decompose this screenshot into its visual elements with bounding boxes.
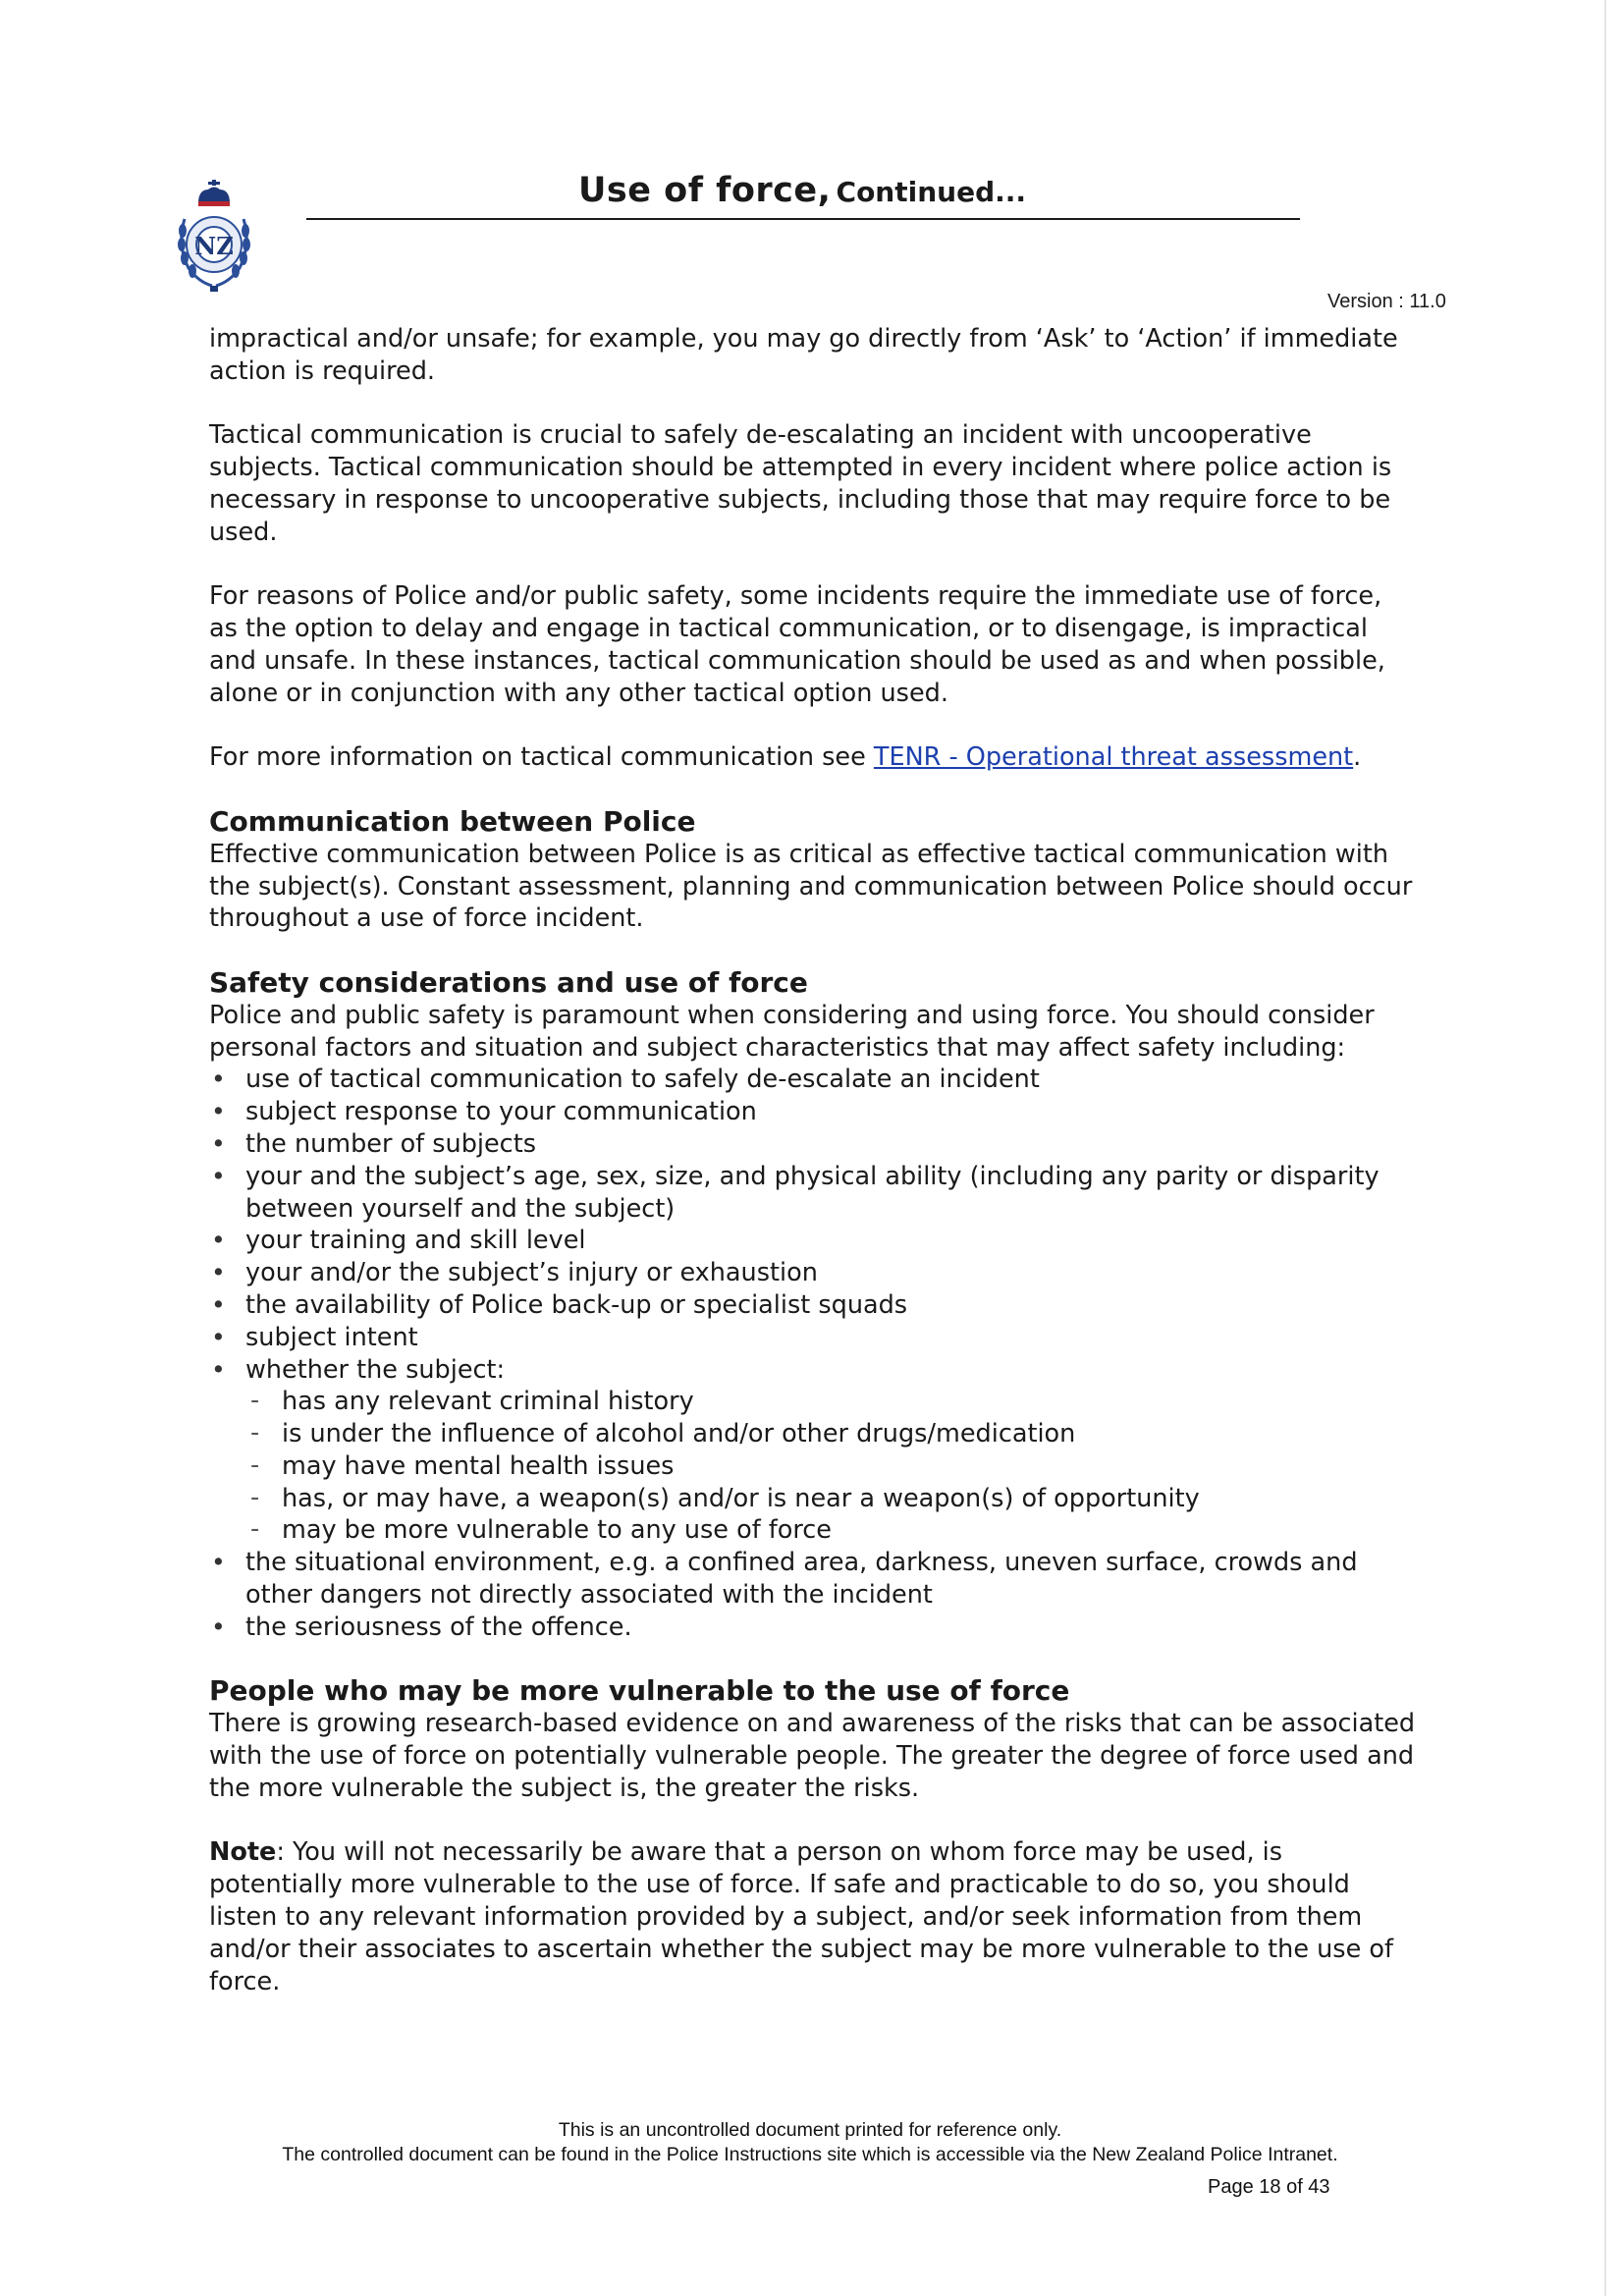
list-item: • the seriousness of the offence. bbox=[209, 1612, 1417, 1644]
svg-text:NZ: NZ bbox=[194, 232, 234, 260]
footer-controlled-notice: The controlled document can be found in the Police Instructions site which is accessible via the New Zealand Police Intranet. bbox=[282, 2144, 1338, 2165]
paragraph-note bbox=[209, 1836, 1417, 1997]
sub-list-item: - may have mental health issues bbox=[245, 1450, 1417, 1483]
sub-list-item: - may be more vulnerable to any use of force bbox=[245, 1514, 1417, 1547]
tenr-link[interactable]: TENR - Operational threat assessment bbox=[873, 742, 1354, 773]
list-item: • the situational environment, e.g. a confined area, darkness, uneven surface, crowds and other dangers not directly associated with the incident bbox=[209, 1547, 1417, 1612]
sub-list-item: - has, or may have, a weapon(s) and/or is near a weapon(s) of opportunity bbox=[245, 1483, 1417, 1515]
list-item-text: whether the subject: bbox=[245, 1354, 506, 1385]
safety-bullet-list bbox=[209, 1064, 1417, 1643]
sub-list-item: - has any relevant criminal history bbox=[245, 1386, 1417, 1418]
list-item: • subject intent bbox=[209, 1322, 1417, 1354]
list-item: • the number of subjects bbox=[209, 1128, 1417, 1161]
scan-edge-line bbox=[1604, 0, 1606, 2296]
paragraph-safety: Police and public safety is paramount when considering and using force. You should consider personal factors and situation and subject characteristics that may affect safety including: bbox=[209, 1000, 1375, 1063]
list-item: • your training and skill level bbox=[209, 1225, 1417, 1257]
version-label: Version : 11.0 bbox=[1327, 291, 1446, 312]
footer-uncontrolled-notice: This is an uncontrolled document printed for reference only. bbox=[558, 2119, 1062, 2141]
note-text: : You will not necessarily be aware that a person on whom force may be used, is potentially more vulnerable to the use of force. If safe and practicable to do so, you should listen to any relevant information provided by a subject, and/or seek information from them and/or their associates to ascertain whether the subject may be more vulnerable to the use of force. bbox=[209, 1837, 1393, 1996]
police-crest-logo bbox=[173, 180, 255, 294]
heading-vulnerable: People who may be more vulnerable to the use of force bbox=[209, 1674, 1070, 1708]
paragraph-communication: Effective communication between Police is as critical as effective tactical communication with the subject(s). Constant assessment, planning and communication between Police should occur throughout a use of force incident. bbox=[209, 839, 1413, 934]
paragraph-vulnerable: There is growing research-based evidence on and awareness of the risks that can be associated with the use of force on potentially vulnerable people. The greater the degree of force used and the more vulnerable the subject is, the greater the risks. bbox=[209, 1709, 1416, 1803]
document-body bbox=[209, 323, 1417, 2030]
list-item: • subject response to your communication bbox=[209, 1096, 1417, 1128]
list-item: • your and/or the subject’s injury or exhaustion bbox=[209, 1257, 1417, 1289]
more-info-prefix: For more information on tactical communication see bbox=[209, 742, 874, 773]
heading-safety: Safety considerations and use of force bbox=[209, 965, 808, 999]
title-continued: Continued... bbox=[836, 176, 1027, 208]
paragraph-tactical-communication: Tactical communication is crucial to safely de-escalating an incident with uncooperative subjects. Tactical communication should be attempted in every incident where police action is necessary in response to uncooperative subjects, including those that may require force to be used. bbox=[209, 420, 1392, 547]
list-item: • your and the subject’s age, sex, size, and physical ability (including any parity or disparity between yourself and the subject) bbox=[209, 1161, 1417, 1226]
title-main: Use of force, bbox=[577, 171, 832, 210]
paragraph-immediate-force: For reasons of Police and/or public safety, some incidents require the immediate use of force, as the option to delay and engage in tactical communication, or to disengage, is impractical and unsafe. In these instances, tactical communication should be used as and when possible, alone or in conjunction with any other tactical option used. bbox=[209, 581, 1385, 708]
sub-list-item: - is under the influence of alcohol and/or other drugs/medication bbox=[245, 1418, 1417, 1450]
subject-sublist bbox=[245, 1386, 1417, 1547]
list-item-whether bbox=[209, 1354, 1417, 1548]
note-label: Note bbox=[209, 1837, 277, 1868]
list-item: • use of tactical communication to safely de-escalate an incident bbox=[209, 1064, 1417, 1096]
paragraph-impractical: impractical and/or unsafe; for example, you may go directly from ‘Ask’ to ‘Action’ if immediate action is required. bbox=[209, 324, 1398, 386]
heading-communication: Communication between Police bbox=[209, 804, 696, 838]
page-title bbox=[306, 171, 1298, 210]
page-number: Page 18 of 43 bbox=[1208, 2176, 1330, 2198]
header-divider bbox=[306, 218, 1300, 220]
more-info-suffix: . bbox=[1353, 742, 1362, 773]
list-item: • the availability of Police back-up or specialist squads bbox=[209, 1289, 1417, 1322]
paragraph-more-info bbox=[209, 741, 1417, 774]
